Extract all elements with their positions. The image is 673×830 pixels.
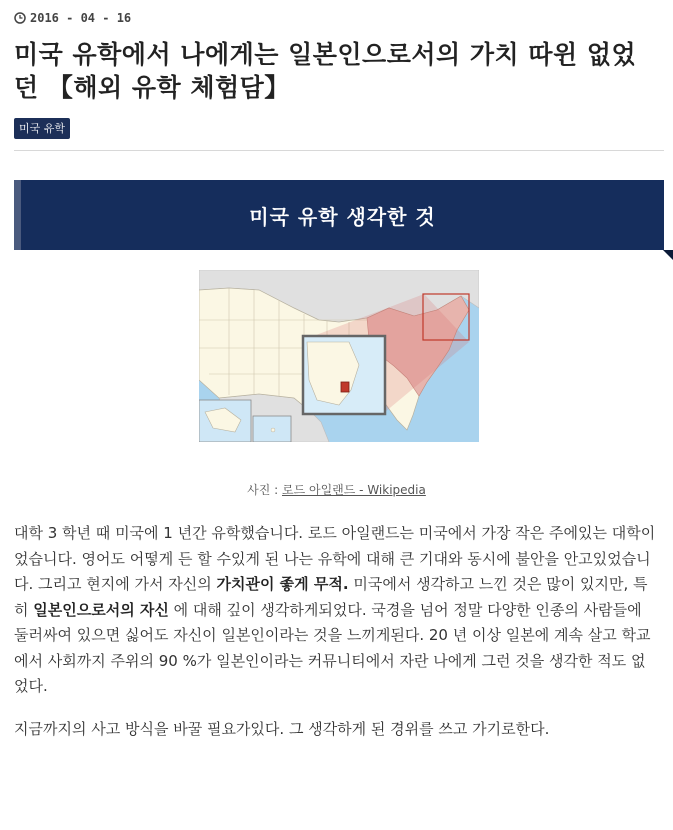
caption-source-link[interactable]: 로드 아일랜드 - Wikipedia <box>282 483 426 497</box>
paragraph-text: 대학 3 학년 때 미국에 1 년간 유학했습니다. 로드 아일랜드는 미국에서 가장 작은 주에있는 대학이었습니다. 영어도 어떻게 든 할 수있게 된 나는 유학에 대해 큰 기대와 동시에 불안을 안고있었습니다. 그리고 현지에 가서 자신의 <box>14 524 656 593</box>
section-banner <box>14 180 664 250</box>
date-text: 2016 - 04 - 16 <box>30 11 132 25</box>
divider <box>14 150 664 151</box>
page-title: 미국 유학에서 나에게는 일본인으로서의 가치 따윈 없었던 【해외 유학 체험담】 <box>14 40 637 102</box>
paragraph-text: 미국에서 생각하고 느낀 것은 많이 있지만, 특히 <box>14 575 648 619</box>
article-paragraph: 지금까지의 사고 방식을 바꿀 필요가있다. 그 생각하게 된 경위를 쓰고 가기로한다. <box>14 719 550 738</box>
clock-icon <box>14 12 26 24</box>
category-tag[interactable]: 미국 유학 <box>14 118 70 139</box>
emphasis-text: 일본인으로서의 자신 <box>33 600 169 619</box>
post-date <box>14 11 131 25</box>
emphasis-text: 가치관이 좋게 무적. <box>216 575 349 593</box>
article-body <box>14 521 659 759</box>
caption-prefix: 사진 : <box>247 483 282 497</box>
section-heading: 미국 유학 생각한 것 <box>249 204 436 229</box>
article-paragraph <box>14 521 659 700</box>
figure-caption <box>0 481 673 498</box>
banner-fold <box>663 250 673 260</box>
paragraph-text: 에 대해 깊이 생각하게되었다. 국경을 넘어 정말 다양한 인종의 사람들에 둘러싸여 있으면 싫어도 자신이 일본인이라는 것을 느끼게된다. 20 년 이상 일본에 계속 살고 학교에서 사회까지 주위의 90 %가 일본인이라는 커뮤니티에서 자란 나에게 그런 것을 생각한 적도 없었다. <box>14 600 651 695</box>
rhode-island-locator-map <box>199 270 479 442</box>
